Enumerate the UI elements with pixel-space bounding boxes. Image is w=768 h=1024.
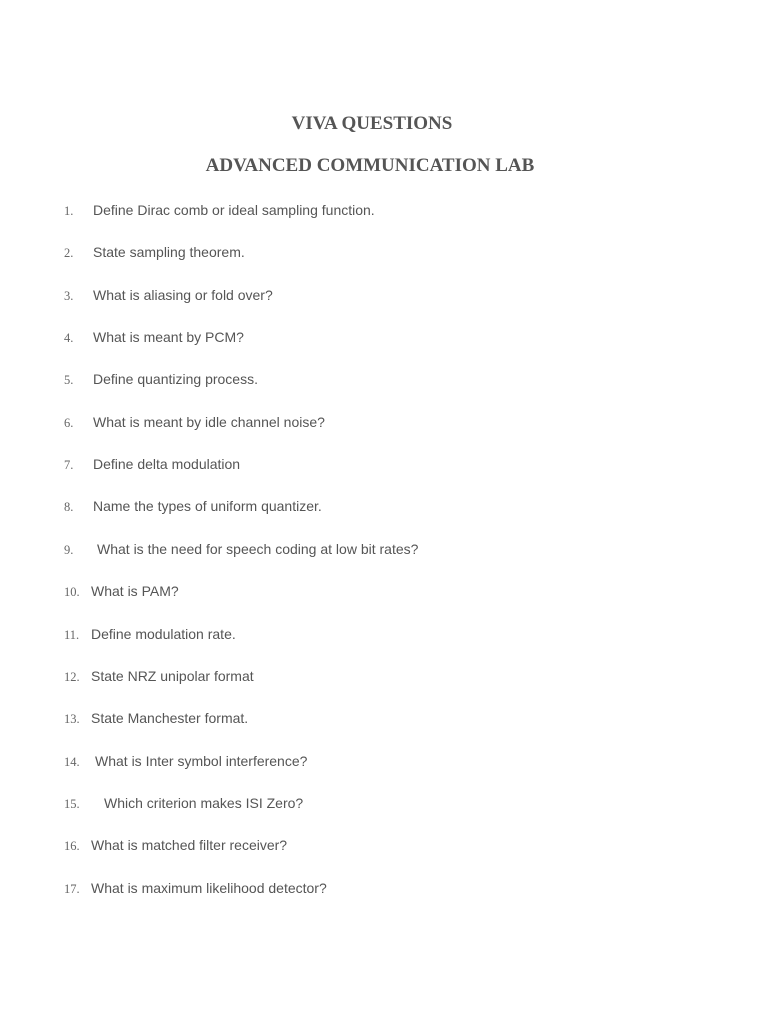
question-item <box>0 880 700 900</box>
question-text: Name the types of uniform quantizer. <box>93 498 322 515</box>
question-number: 9. <box>64 542 74 557</box>
question-text: What is meant by PCM? <box>93 329 244 346</box>
question-text: Define modulation rate. <box>91 625 236 642</box>
question-number: 7. <box>64 458 74 473</box>
question-number: 16. <box>64 839 80 854</box>
question-number: 6. <box>64 415 74 430</box>
question-number: 12. <box>64 669 80 684</box>
question-number: 11. <box>64 627 80 642</box>
question-number: 2. <box>64 246 74 261</box>
question-text: What is matched filter receiver? <box>91 837 288 854</box>
document-title: VIVA QUESTIONS <box>291 113 453 134</box>
question-text: What is aliasing or fold over? <box>93 286 273 303</box>
question-number: 10. <box>64 585 80 600</box>
question-text: Define quantizing process. <box>93 371 258 388</box>
question-item <box>0 329 700 349</box>
document-subtitle: ADVANCED COMMUNICATION LAB <box>205 155 535 176</box>
question-item <box>0 371 700 391</box>
question-number: 13. <box>64 712 80 727</box>
question-item <box>0 498 700 518</box>
question-text: What is maximum likelihood detector? <box>91 879 327 896</box>
question-item <box>0 583 700 603</box>
question-text: Define delta modulation <box>93 456 241 473</box>
question-number: 14. <box>64 754 80 769</box>
question-item <box>0 837 700 857</box>
question-text: What is meant by idle channel noise? <box>93 413 325 430</box>
question-item <box>0 795 700 815</box>
question-number: 3. <box>64 288 74 303</box>
question-number: 8. <box>64 500 74 515</box>
question-number: 17. <box>64 881 80 896</box>
question-text: Which criterion makes ISI Zero? <box>104 794 304 811</box>
question-item <box>0 668 700 688</box>
question-item <box>0 202 700 222</box>
question-number: 1. <box>64 204 74 218</box>
question-item <box>0 753 700 773</box>
question-item <box>0 244 700 264</box>
question-item <box>0 414 700 434</box>
question-text: State NRZ unipolar format <box>91 667 254 684</box>
question-text: State Manchester format. <box>91 710 249 727</box>
question-item <box>0 626 700 646</box>
question-text: What is the need for speech coding at low bit rates? <box>97 540 419 557</box>
question-text: Define Dirac comb or ideal sampling function. <box>93 202 375 218</box>
question-item <box>0 710 700 730</box>
question-number: 5. <box>64 373 74 388</box>
question-number: 15. <box>64 796 80 811</box>
question-item <box>0 287 700 307</box>
question-text: What is PAM? <box>91 583 179 600</box>
question-item <box>0 541 700 561</box>
question-text: What is Inter symbol interference? <box>95 752 308 769</box>
question-number: 4. <box>64 331 74 346</box>
question-text: State sampling theorem. <box>93 244 245 261</box>
question-item <box>0 456 700 476</box>
